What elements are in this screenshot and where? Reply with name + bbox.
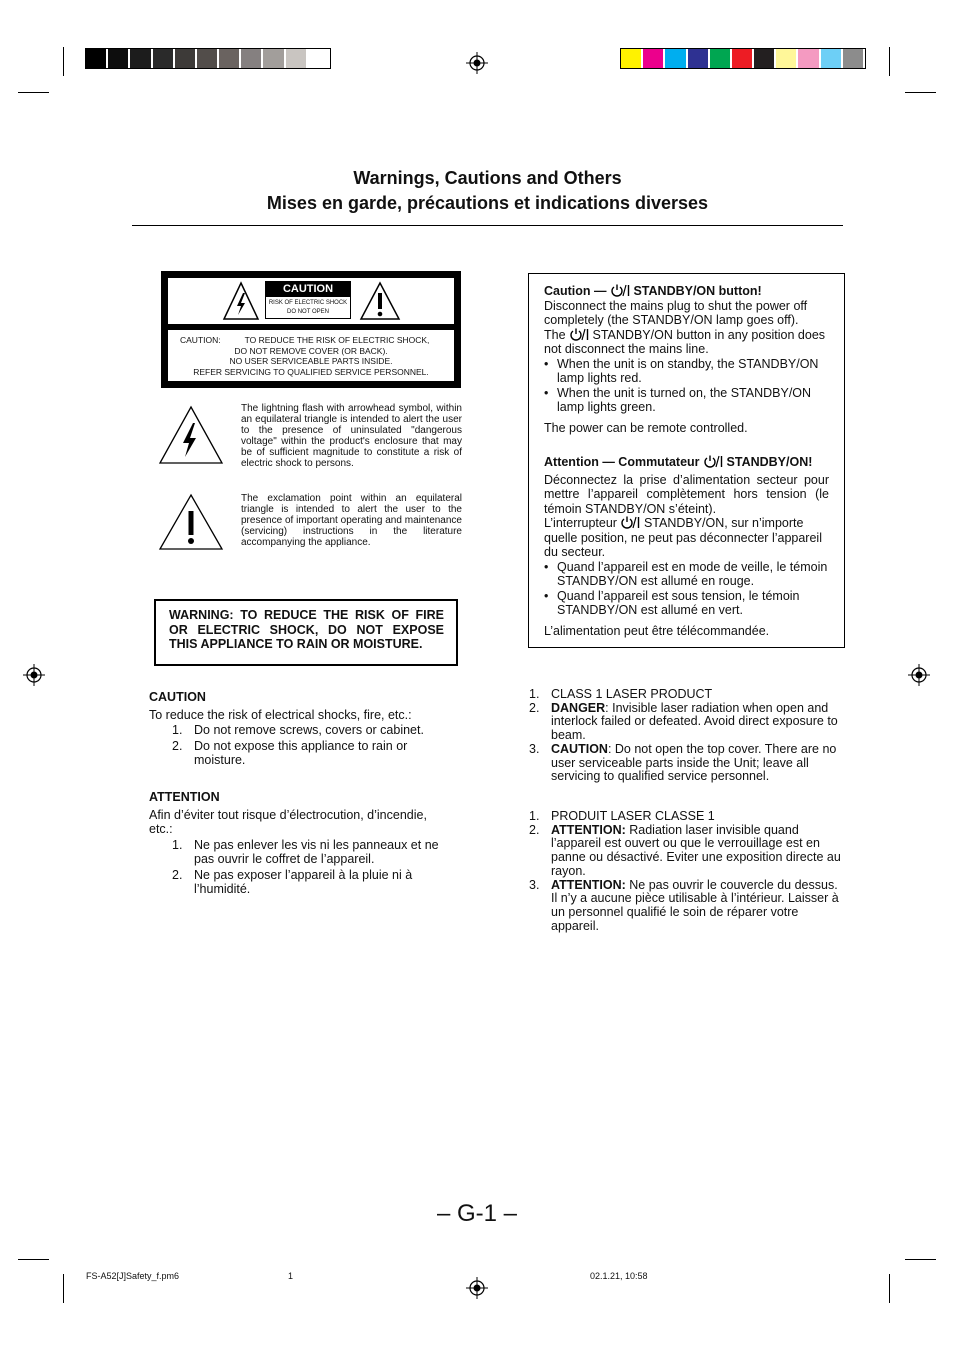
caution-badge-sub2: DO NOT OPEN bbox=[287, 309, 329, 315]
color-bar bbox=[620, 48, 866, 69]
list-item: 3. CAUTION: Do not open the top cover. There are no user serviceable parts inside the Unit; leave all servicing to qualified service personnel. bbox=[529, 741, 837, 784]
title-french: Mises en garde, précautions et indications diverses bbox=[266, 193, 709, 213]
color-swatch bbox=[286, 49, 306, 68]
caution-section bbox=[149, 690, 449, 768]
laser-list-en bbox=[529, 688, 845, 784]
exclamation-triangle-icon bbox=[158, 493, 224, 551]
standby-fr-p1: Déconnectez la prise d’alimentation secteur pour mettre l’appareil complètement hors tension (le témoin STANDBY/ON s’éteint). bbox=[544, 472, 829, 516]
title-english: Warnings, Cautions and Others bbox=[353, 168, 622, 188]
color-swatch bbox=[821, 49, 841, 68]
caution-list bbox=[172, 723, 449, 768]
list-item: 1. Do not remove screws, covers or cabinet. bbox=[172, 723, 424, 737]
standby-fr-p3: L’alimentation peut être télécommandée. bbox=[544, 623, 770, 638]
color-swatch bbox=[754, 49, 774, 68]
list-item: • Quand l’appareil est sous tension, le témoin STANDBY/ON est allumé en vert. bbox=[544, 589, 829, 618]
standby-en-p2: The STANDBY/ON button in any position does not disconnect the mains line. bbox=[544, 327, 826, 356]
footer-filename: FS-A52[J]Safety_f.pm6 bbox=[86, 1271, 180, 1281]
color-swatch bbox=[175, 49, 195, 68]
color-swatch bbox=[798, 49, 818, 68]
exclamation-triangle-icon bbox=[359, 281, 401, 321]
standby-fr-bullets bbox=[544, 560, 829, 618]
standby-heading-en: Caution — STANDBY/ON button! bbox=[544, 284, 762, 298]
color-swatch bbox=[621, 49, 641, 68]
color-swatch bbox=[86, 49, 106, 68]
color-swatch bbox=[108, 49, 128, 68]
power-icon bbox=[620, 516, 640, 529]
color-swatch bbox=[130, 49, 150, 68]
standby-fr-p2: L’interrupteur STANDBY/ON, sur n’importe quelle position, ne peut pas déconnecter l’appareil du secteur. bbox=[544, 516, 822, 559]
list-item: 2. Ne pas exposer l’appareil à la pluie ni à l’humidité. bbox=[172, 867, 413, 896]
warning-text: WARNING: TO REDUCE THE RISK OF FIRE OR ELECTRIC SHOCK, DO NOT EXPOSE THIS APPLIANCE TO RAIN OR MOISTURE. bbox=[169, 608, 444, 651]
color-swatch bbox=[153, 49, 173, 68]
attention-heading: ATTENTION bbox=[149, 790, 220, 804]
warning-box bbox=[154, 599, 458, 666]
exclamation-symbol-text: The exclamation point within an equilateral triangle is intended to alert the user to the presence of important operating and maintenance (servicing) instructions in the literature accompanying the appliance. bbox=[241, 493, 462, 548]
title-rule bbox=[132, 225, 843, 226]
attention-section bbox=[149, 790, 449, 897]
registration-mark-icon bbox=[908, 664, 930, 686]
color-swatch bbox=[732, 49, 752, 68]
page-number: – G-1 – bbox=[436, 1200, 518, 1227]
crop-mark bbox=[18, 92, 49, 93]
caution-label-line3: NO USER SERVICEABLE PARTS INSIDE. bbox=[229, 356, 393, 366]
crop-mark bbox=[905, 1259, 936, 1260]
list-item: 3. ATTENTION: Ne pas ouvrir le couvercle du dessus. Il n’y a aucune pièce utilisable à l’intérieur. Laisser à un personnel qualifié le soin de réparer votre appareil. bbox=[529, 877, 839, 933]
caution-badge-sub1: RISK OF ELECTRIC SHOCK bbox=[268, 300, 348, 306]
color-swatch bbox=[643, 49, 663, 68]
caution-badge-title: CAUTION bbox=[266, 282, 350, 297]
caution-label-line2: DO NOT REMOVE COVER (OR BACK). bbox=[234, 345, 388, 356]
color-swatch bbox=[197, 49, 217, 68]
color-swatch bbox=[263, 49, 283, 68]
caution-intro: To reduce the risk of electrical shocks, fire, etc.: bbox=[149, 707, 412, 722]
standby-en-p1: Disconnect the mains plug to shut the power off completely (the STANDBY/ON lamp goes off). bbox=[544, 298, 808, 327]
crop-mark bbox=[905, 92, 936, 93]
power-icon bbox=[569, 328, 589, 341]
color-swatch bbox=[665, 49, 685, 68]
caution-label-top bbox=[168, 278, 454, 324]
crop-mark bbox=[889, 47, 890, 76]
footer-date: 02.1.21, 10:58 bbox=[590, 1271, 648, 1281]
power-icon bbox=[703, 455, 723, 468]
registration-mark-icon bbox=[466, 52, 488, 74]
registration-mark-icon bbox=[466, 1277, 488, 1299]
list-item: 2. ATTENTION: Radiation laser invisible quand l’appareil est ouvert ou que le verrouillage est en panne ou désactivé. Eviter une exposition directe au rayon. bbox=[529, 822, 841, 878]
attention-intro: Afin d’éviter tout risque d’électrocution, d’incendie, etc.: bbox=[149, 807, 427, 836]
lightning-symbol-text: The lightning flash with arrowhead symbol, within an equilateral triangle is intended to alert the user to the presence of uninsulated "dangerous voltage" within the product's enclosure that may be of sufficient magnitude to constitute a risk of electric shock to persons. bbox=[241, 403, 462, 469]
color-swatch bbox=[308, 49, 328, 68]
crop-mark bbox=[63, 1274, 64, 1303]
standby-heading-fr: Attention — Commutateur STANDBY/ON! bbox=[544, 455, 813, 469]
list-item: 1. PRODUIT LASER CLASSE 1 bbox=[529, 809, 715, 823]
standby-en-p3: The power can be remote controlled. bbox=[544, 420, 748, 435]
attention-list bbox=[172, 838, 449, 897]
list-item: 2. Do not expose this appliance to rain or moisture. bbox=[172, 738, 408, 767]
list-item: • When the unit is on standby, the STANDBY/ON lamp lights red. bbox=[544, 357, 829, 386]
caution-label-bottom bbox=[168, 330, 454, 381]
color-swatch bbox=[776, 49, 796, 68]
standby-en-bullets bbox=[544, 357, 829, 415]
color-swatch bbox=[241, 49, 261, 68]
color-swatch bbox=[688, 49, 708, 68]
page-title bbox=[132, 166, 843, 216]
list-item: • Quand l’appareil est en mode de veille, le témoin STANDBY/ON est allumé en rouge. bbox=[544, 560, 829, 589]
registration-mark-icon bbox=[23, 664, 45, 686]
lightning-triangle-icon bbox=[158, 405, 224, 465]
caution-label-prefix: CAUTION: bbox=[180, 335, 221, 345]
crop-mark bbox=[18, 1259, 49, 1260]
footer-page: 1 bbox=[288, 1271, 294, 1281]
grayscale-bar bbox=[85, 48, 331, 69]
list-item: 1. Ne pas enlever les vis ni les panneaux et ne pas ouvrir le coffret de l’appareil. bbox=[172, 837, 439, 866]
color-swatch bbox=[710, 49, 730, 68]
caution-label-line1: TO REDUCE THE RISK OF ELECTRIC SHOCK, bbox=[244, 335, 430, 345]
color-swatch bbox=[219, 49, 239, 68]
crop-mark bbox=[889, 1274, 890, 1303]
lightning-triangle-icon bbox=[222, 281, 260, 321]
list-item: 2. DANGER: Invisible laser radiation when open and interlock failed or defeated. Avoid direct exposure to beam. bbox=[529, 700, 838, 743]
power-icon bbox=[610, 284, 630, 297]
color-swatch bbox=[843, 49, 863, 68]
list-item: • When the unit is turned on, the STANDBY/ON lamp lights green. bbox=[544, 386, 829, 415]
list-item: 1. CLASS 1 LASER PRODUCT bbox=[529, 687, 713, 701]
caution-badge bbox=[265, 281, 351, 319]
laser-list-fr bbox=[529, 810, 845, 933]
standby-box bbox=[528, 273, 845, 648]
caution-heading: CAUTION bbox=[149, 690, 206, 704]
caution-label bbox=[161, 271, 461, 388]
crop-mark bbox=[63, 47, 64, 76]
caution-label-line4: REFER SERVICING TO QUALIFIED SERVICE PERSONNEL. bbox=[193, 366, 429, 377]
